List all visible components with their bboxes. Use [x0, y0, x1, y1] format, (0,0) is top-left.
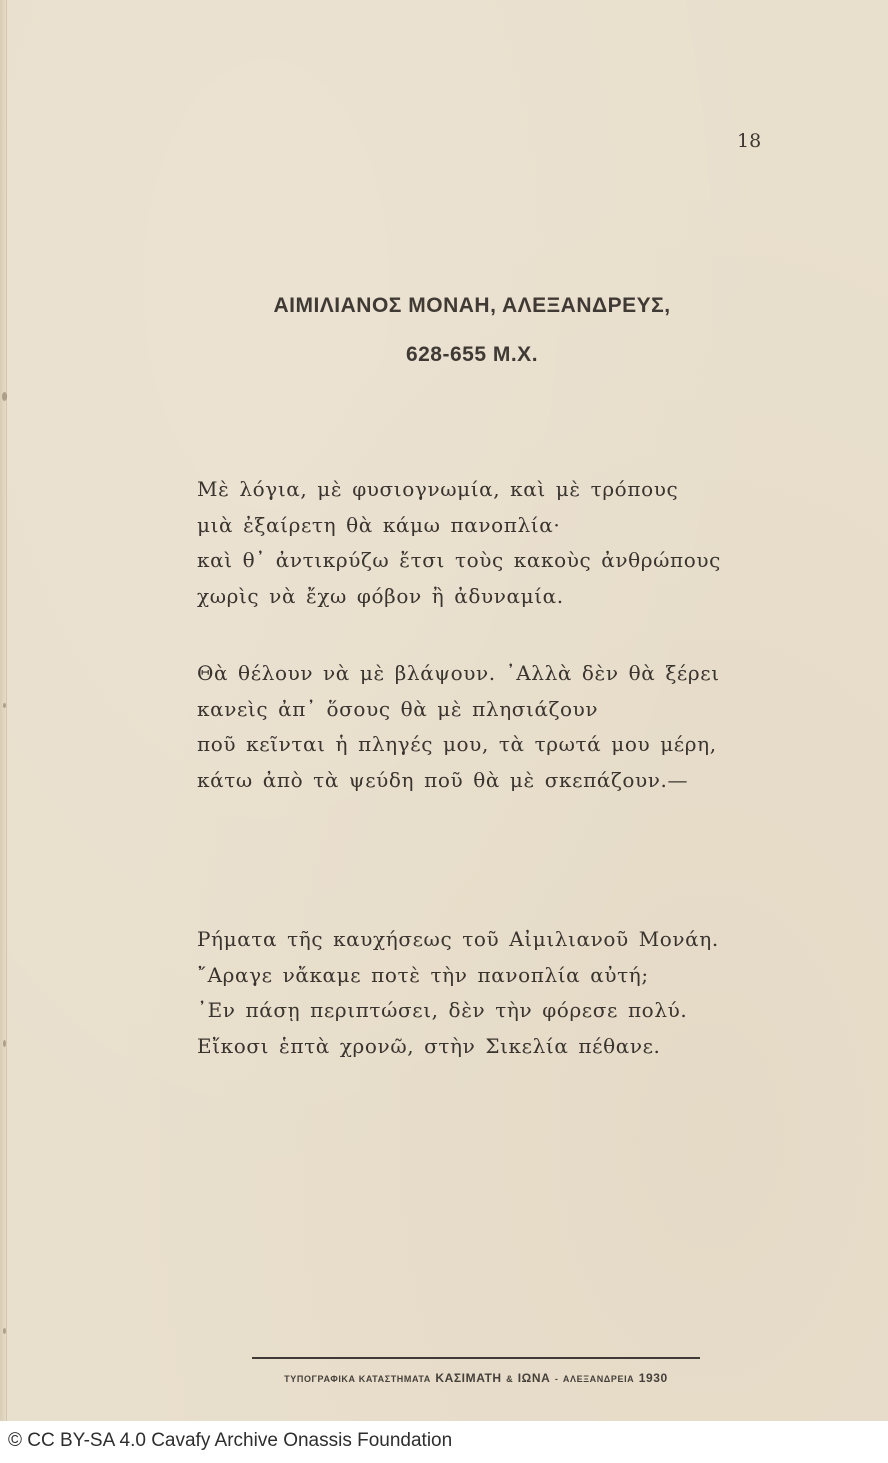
printer-imprint — [252, 1369, 700, 1387]
poem-line: ῎Αραγε νἄκαμε ποτὲ τὴν πανοπλία αὐτή; — [197, 962, 649, 987]
poem-line: Θὰ θέλουν νὰ μὲ βλάψουν. ᾽Αλλὰ δὲν θὰ ξέρει — [197, 661, 720, 685]
imprint-printers: ΤΥΠΟΓΡΑΦΙΚΑ ΚΑΤΑΣΤΗΜΑΤΑ — [284, 1374, 431, 1384]
imprint-ampersand: & — [506, 1374, 514, 1384]
poem-line: ᾽Εν πάσῃ περιπτώσει, δὲν τὴν φόρεσε πολύ. — [197, 998, 688, 1022]
imprint-dash: - — [554, 1374, 559, 1384]
poem-line: Εἴκοσι ἑπτὰ χρονῶ, στὴν Σικελία πέθανε. — [197, 1033, 661, 1058]
paper-stain — [2, 392, 7, 401]
stanza-2 — [197, 656, 720, 798]
poem-line: κανεὶς ἀπ᾽ ὅσους θὰ μὲ πλησιάζουν — [197, 696, 599, 721]
paper-stain — [3, 703, 6, 708]
poem-title: ΑΙΜΙΛΙΑΝΟΣ ΜΟΝΑΗ, ΑΛΕΞΑΝΔΡΕΥΣ, — [273, 294, 671, 317]
poem-line: καὶ θ᾽ ἀντικρύζω ἔτσι τοὺς κακοὺς ἀνθρώπους — [197, 548, 721, 572]
imprint-year: 1930 — [638, 1371, 668, 1385]
poem-line: Μὲ λόγια, μὲ φυσιογνωμία, καὶ μὲ τρόπους — [197, 477, 679, 501]
poem-line: ποῦ κεῖνται ἡ πληγές μου, τὰ τρωτά μου μέρη, — [197, 732, 717, 756]
imprint-name-kasimati: ΚΑΣΙΜΑΤΗ — [435, 1371, 502, 1385]
poem-line: κάτω ἀπὸ τὰ ψεύδη ποῦ θὰ μὲ σκεπάζουν.— — [197, 767, 689, 792]
stanza-3 — [197, 922, 719, 1064]
poem-line: μιὰ ἐξαίρετη θὰ κάμω πανοπλία· — [197, 512, 561, 537]
footer-rule — [252, 1357, 700, 1359]
license-credit: © CC BY-SA 4.0 Cavafy Archive Onassis Foundation — [8, 1430, 453, 1451]
poem-subtitle-dates: 628-655 Μ.Χ. — [405, 343, 539, 366]
poem-line: χωρὶς νὰ ἔχω φόβον ἢ ἀδυναμία. — [197, 583, 564, 608]
poem-line: Ρήματα τῆς καυχήσεως τοῦ Αἰμιλιανοῦ Μονάη. — [197, 927, 719, 951]
paper-stain — [3, 1328, 6, 1334]
stanza-1 — [197, 472, 721, 614]
page-number: 18 — [737, 130, 762, 152]
paper-stain — [3, 1040, 6, 1047]
imprint-city: ΑΛΕΞΑΝΔΡΕΙΑ — [562, 1374, 635, 1384]
imprint-name-iona: ΙΩΝΑ — [517, 1371, 551, 1385]
page-binding-edge — [0, 0, 7, 1421]
